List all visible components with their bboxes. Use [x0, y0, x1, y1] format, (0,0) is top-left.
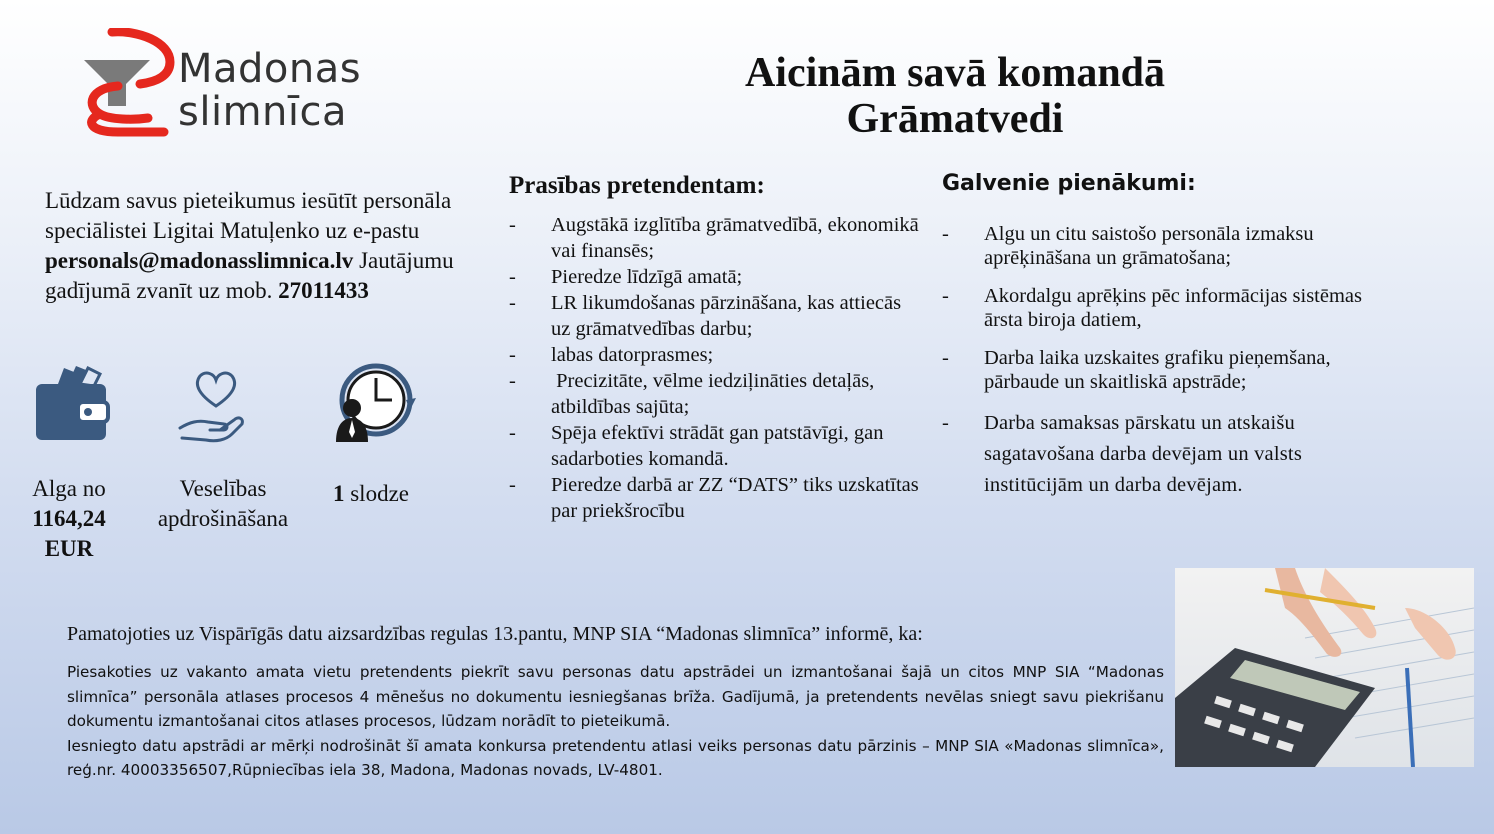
accounting-photo: [1175, 568, 1474, 767]
salary-label: Alga no: [32, 476, 106, 501]
salary-currency: EUR: [44, 536, 94, 561]
workload-benefit: [316, 479, 426, 509]
privacy-paragraph-2: Iesniegto datu apstrādi ar mērķi nodrošināt šī amata konkursa pretendentu atlasi veiks personas datu pārzinis – MNP SIA «Madonas slimnīca», reģ.nr. 40003356507,Rūpniecības iela 38, Madona, Madonas novads, LV-4801.: [67, 736, 1164, 779]
headline-line-1: Aicinām savā komandā: [744, 50, 1166, 96]
logo-line-1: Madonas: [178, 46, 362, 92]
logo-symbol-icon: [84, 32, 170, 132]
salary-benefit: [14, 474, 124, 564]
logo-wordmark: [178, 48, 361, 134]
requirements-heading: Prasības pretendentam:: [509, 172, 765, 199]
heart-hand-icon: [176, 362, 256, 444]
workload-label: slodze: [344, 481, 409, 506]
privacy-intro: Pamatojoties uz Vispārīgās datu aizsardzības regulas 13.pantu, MNP SIA “Madonas slimnīca” informē, ka:: [67, 623, 923, 645]
duty-item: - Darba samaksas pārskatu un atskaišu sagatavošana darba devējam un valsts institūcijām un darba devējam.: [942, 408, 1372, 501]
page-headline: [640, 50, 1270, 142]
requirement-item: - labas datorprasmes;: [509, 342, 919, 368]
workload-amount: 1: [332, 481, 345, 506]
contact-phone: 27011433: [278, 278, 369, 303]
duties-heading: Galvenie pienākumi:: [942, 171, 1196, 196]
requirement-item: - Pieredze darbā ar ZZ “DATS” tiks uzskatītas par priekšrocību: [509, 472, 919, 524]
duty-item: - Akordalgu aprēķins pēc informācijas sistēmas ārsta biroja datiem,: [942, 284, 1372, 332]
contact-email[interactable]: personals@madonasslimnica.lv: [45, 248, 354, 273]
requirement-item: - Precizitāte, vēlme iedziļināties detaļās, atbildības sajūta;: [509, 368, 919, 420]
requirement-item: - Pieredze līdzīgā amatā;: [509, 264, 919, 290]
contact-info: [45, 186, 485, 306]
wallet-icon: [30, 362, 110, 444]
insurance-benefit: [140, 474, 306, 534]
headline-line-2: Grāmatvedi: [846, 96, 1064, 142]
insurance-label-2: apdrošināšana: [157, 506, 289, 531]
clock-person-icon: [334, 362, 418, 444]
requirement-item: - LR likumdošanas pārzināšana, kas attiecās uz grāmatvedības darbu;: [509, 290, 919, 342]
contact-text-2: Jautājumu gadījumā zvanīt uz mob.: [45, 248, 454, 303]
privacy-notice: [67, 660, 1164, 783]
contact-text-1: Lūdzam savus pieteikumus iesūtīt personāla speciālistei Ligitai Matuļenko uz e-pastu: [45, 188, 452, 243]
duty-item: - Algu un citu saistošo personāla izmaksu aprēķināšana un grāmatošana;: [942, 222, 1372, 270]
requirement-item: - Spēja efektīvi strādāt gan patstāvīgi, gan sadarboties komandā.: [509, 420, 919, 472]
insurance-label-1: Veselības: [179, 476, 267, 501]
requirement-item: - Augstākā izglītība grāmatvedībā, ekonomikā vai finansēs;: [509, 212, 919, 264]
duties-list: [942, 222, 1372, 515]
privacy-paragraph-1: Piesakoties uz vakanto amata vietu pretendents piekrīt savu personas datu apstrādei un izmantošanai šajā un citos MNP SIA “Madonas slimnīca” personāla atlases procesos 4 mēnešus no dokumentu iesniegšanas brīža. Gadījumā, ja pretendents nevēlas sniegt savu piekrišanu dokumentu izmantošanai citos atlases procesos, lūdzam norādīt to pieteikumā.: [67, 663, 1164, 730]
salary-amount: 1164,24: [32, 506, 106, 531]
requirements-list: [509, 212, 919, 524]
duty-item: - Darba laika uzskaites grafiku pieņemšana, pārbaude un skaitliskā apstrāde;: [942, 346, 1372, 394]
logo-line-2: slimnīca: [178, 89, 347, 135]
